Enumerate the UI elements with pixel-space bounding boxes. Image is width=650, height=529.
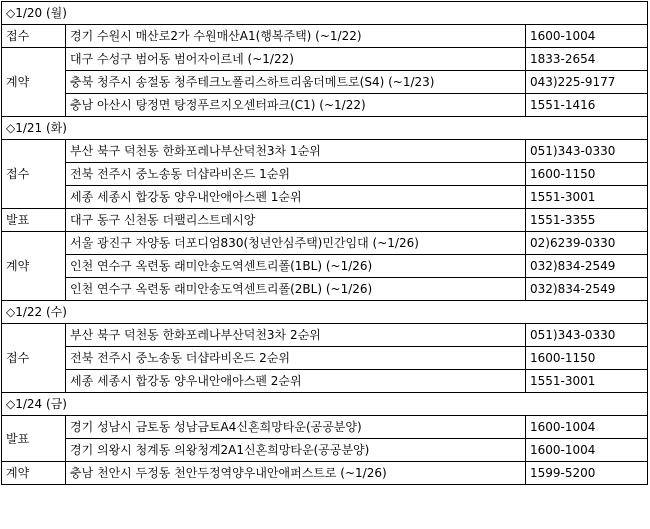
category-cell: 계약: [2, 462, 66, 485]
category-cell: 발표: [2, 416, 66, 462]
table-row: [2, 71, 648, 94]
date-header: ◇1/21 (화): [2, 117, 648, 140]
location-cell: 인천 연수구 옥련동 래미안송도역센트리폴(1BL) (~1/26): [66, 255, 526, 278]
phone-cell: 1600-1150: [526, 163, 648, 186]
category-cell: 발표: [2, 209, 66, 232]
location-cell: 전북 전주시 중노송동 더샵라비온드 2순위: [66, 347, 526, 370]
location-cell: 세종 세종시 합강동 양우내안애아스펜 2순위: [66, 370, 526, 393]
location-cell: 경기 수원시 매산로2가 수원매산A1(행복주택) (~1/22): [66, 25, 526, 48]
table-row: [2, 25, 648, 48]
table-row: [2, 278, 648, 301]
phone-cell: 043)225-9177: [526, 71, 648, 94]
location-cell: 인천 연수구 옥련동 래미안송도역센트리폴(2BL) (~1/26): [66, 278, 526, 301]
location-cell: 충북 청주시 송절동 청주테크노폴리스하트리움더메트로(S4) (~1/23): [66, 71, 526, 94]
date-header: ◇1/22 (수): [2, 301, 648, 324]
table-row: [2, 439, 648, 462]
table-row: [2, 416, 648, 439]
phone-cell: 02)6239-0330: [526, 232, 648, 255]
location-cell: 경기 성남시 금토동 성남금토A4신혼희망타운(공공분양): [66, 416, 526, 439]
table-row: [2, 462, 648, 485]
table-row: [2, 255, 648, 278]
phone-cell: 1600-1150: [526, 347, 648, 370]
phone-cell: 051)343-0330: [526, 140, 648, 163]
date-header-row: [2, 2, 648, 25]
location-cell: 대구 동구 신천동 더팰리스트데시앙: [66, 209, 526, 232]
phone-cell: 1599-5200: [526, 462, 648, 485]
table-row: [2, 209, 648, 232]
table-row: [2, 370, 648, 393]
table-row: [2, 324, 648, 347]
category-cell: 계약: [2, 232, 66, 301]
location-cell: 세종 세종시 합강동 양우내안애아스펜 1순위: [66, 186, 526, 209]
location-cell: 전북 전주시 중노송동 더샵라비온드 1순위: [66, 163, 526, 186]
table-row: [2, 48, 648, 71]
category-cell: 접수: [2, 25, 66, 48]
location-cell: 부산 북구 덕천동 한화포레나부산덕천3차 1순위: [66, 140, 526, 163]
location-cell: 부산 북구 덕천동 한화포레나부산덕천3차 2순위: [66, 324, 526, 347]
table-row: [2, 163, 648, 186]
phone-cell: 051)343-0330: [526, 324, 648, 347]
table-row: [2, 232, 648, 255]
location-cell: 대구 수성구 범어동 범어자이르네 (~1/22): [66, 48, 526, 71]
location-cell: 충남 천안시 두정동 천안두정역양우내안애퍼스트로 (~1/26): [66, 462, 526, 485]
category-cell: 접수: [2, 140, 66, 209]
phone-cell: 1833-2654: [526, 48, 648, 71]
date-header: ◇1/20 (월): [2, 2, 648, 25]
phone-cell: 1600-1004: [526, 439, 648, 462]
table-row: [2, 140, 648, 163]
phone-cell: 1551-3355: [526, 209, 648, 232]
phone-cell: 1551-3001: [526, 370, 648, 393]
date-header-row: [2, 301, 648, 324]
phone-cell: 1600-1004: [526, 25, 648, 48]
phone-cell: 1600-1004: [526, 416, 648, 439]
phone-cell: 1551-1416: [526, 94, 648, 117]
location-cell: 경기 의왕시 청계동 의왕청계2A1신혼희망타운(공공분양): [66, 439, 526, 462]
date-header-row: [2, 117, 648, 140]
table-row: [2, 186, 648, 209]
date-header-row: [2, 393, 648, 416]
date-header: ◇1/24 (금): [2, 393, 648, 416]
phone-cell: 032)834-2549: [526, 255, 648, 278]
schedule-body: [2, 2, 648, 485]
location-cell: 서울 광진구 자양동 더포디엄830(청년안심주택)민간임대 (~1/26): [66, 232, 526, 255]
schedule-table: [1, 1, 648, 485]
category-cell: 계약: [2, 48, 66, 117]
table-row: [2, 94, 648, 117]
phone-cell: 1551-3001: [526, 186, 648, 209]
table-row: [2, 347, 648, 370]
phone-cell: 032)834-2549: [526, 278, 648, 301]
location-cell: 충남 아산시 탕정면 탕정푸르지오센터파크(C1) (~1/22): [66, 94, 526, 117]
category-cell: 접수: [2, 324, 66, 393]
